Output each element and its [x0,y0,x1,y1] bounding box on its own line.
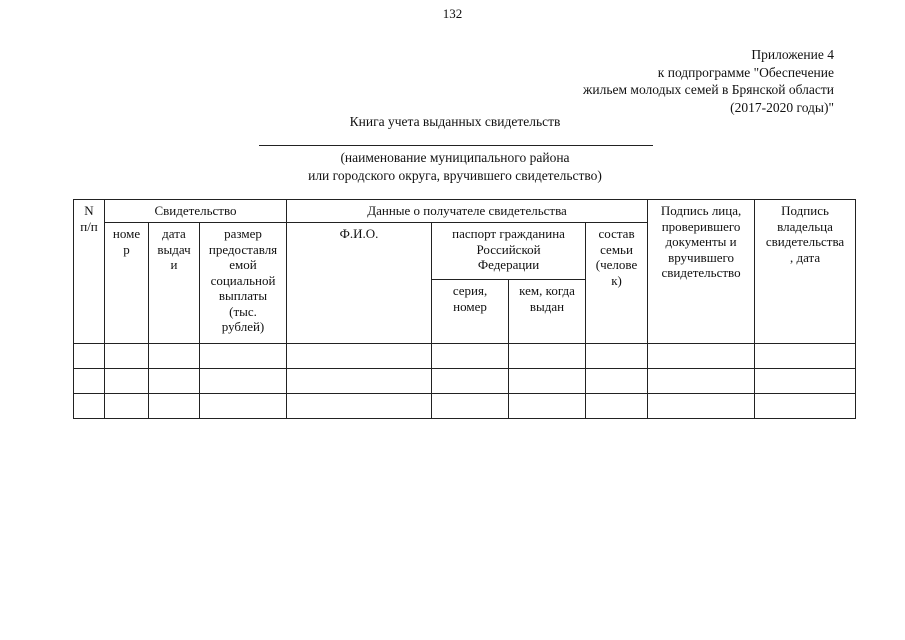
table-cell [149,369,200,394]
header-group-certificate: Свидетельство [105,200,287,223]
header-text: (тыс. [229,303,257,319]
header-text: к) [611,272,622,288]
table-cell [432,344,509,369]
table-cell [586,394,648,419]
header-text: Подпись лица, [660,203,742,218]
appendix-header [583,46,834,116]
header-fio: Ф.И.О. [287,223,432,344]
table-cell [509,394,586,419]
table-cell [149,394,200,419]
header-owner-signature [755,200,856,344]
table-cell [509,344,586,369]
header-text: предоставля [208,241,278,257]
header-group-recipient: Данные о получателе свидетельства [287,200,648,223]
header-text: номер [453,298,487,314]
table-cell [74,344,105,369]
table-cell [432,394,509,419]
header-text: Российской [476,241,541,257]
header-text: состав [598,226,635,241]
header-checker-signature [648,200,755,344]
header-text: выдан [529,298,565,314]
table-cell [648,369,755,394]
header-text: размер [224,226,262,241]
table-row [74,344,856,369]
table-cell [200,344,287,369]
certificate-register-table [73,199,856,419]
fill-in-line [259,145,653,146]
header-text: дата [162,226,186,241]
header-text: документы и [665,234,737,249]
header-text: N [84,203,94,218]
table-cell [287,369,432,394]
header-text: р [123,241,130,257]
table-row [74,369,856,394]
header-text: семьи [600,241,633,257]
header-passport [432,223,586,280]
header-text: свидетельства [765,234,845,249]
table-cell [755,394,856,419]
appendix-line: жильем молодых семей в Брянской области [583,82,834,97]
table-row [74,394,856,419]
header-text: номе [112,226,141,241]
table-cell [74,394,105,419]
appendix-line: к подпрограмме "Обеспечение [657,64,834,80]
appendix-line: Приложение 4 [751,47,834,62]
header-text: социальной [210,272,276,288]
table-cell [509,369,586,394]
caption-line: (наименование муниципального района [340,150,570,165]
header-text: выплаты [218,288,268,303]
header-family [586,223,648,344]
page-number: 132 [442,6,463,21]
header-text: паспорт гражданина [452,226,565,241]
header-text: владельца [777,218,833,234]
header-text: и [170,257,178,272]
table-cell [755,344,856,369]
header-text: емой [229,257,257,272]
header-text: серия, [452,283,488,298]
table-cell [105,369,149,394]
header-text: свидетельство [661,265,741,280]
header-row-number [74,200,105,344]
table-cell [648,394,755,419]
header-cert-amount [200,223,287,344]
table-cell [105,394,149,419]
header-text: проверившего [661,218,741,234]
header-text: выдач [157,241,191,257]
caption-line: или городского округа, вручившего свидетельство) [308,168,602,183]
table-cell [586,344,648,369]
appendix-line: (2017-2020 годы)" [730,99,834,115]
table-cell [586,369,648,394]
header-passport-series [432,280,509,344]
table-cell [432,369,509,394]
table-cell [200,394,287,419]
table-cell [149,344,200,369]
header-text: Подпись [781,203,829,218]
header-cert-number [105,223,149,344]
header-cert-date [149,223,200,344]
header-passport-issued [509,280,586,344]
document-title: Книга учета выданных свидетельств [349,114,561,129]
table-cell [287,344,432,369]
header-text: п/п [80,218,98,234]
table-cell [105,344,149,369]
municipality-caption [230,149,680,185]
header-text: , дата [789,249,821,265]
header-text: (челове [595,257,638,272]
header-text: рублей) [221,319,265,334]
header-text: кем, когда [519,283,575,298]
table-cell [74,369,105,394]
table-cell [755,369,856,394]
header-text: вручившего [668,249,734,265]
table-cell [648,344,755,369]
table-cell [287,394,432,419]
header-text: Федерации [477,257,540,272]
table-cell [200,369,287,394]
